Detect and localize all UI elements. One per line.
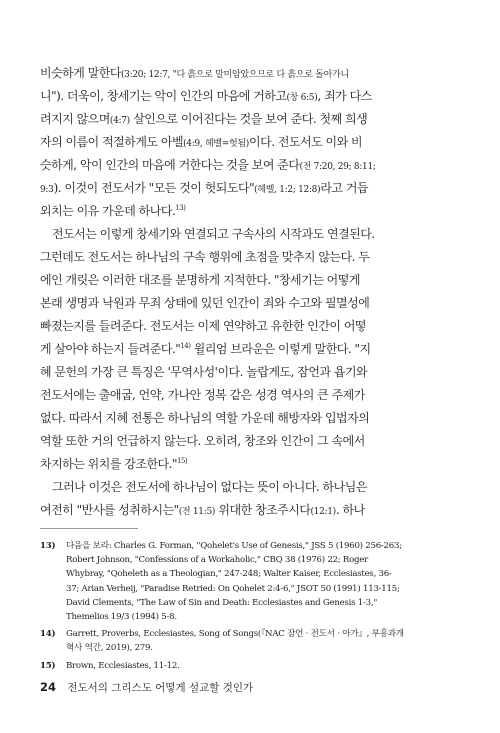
text-segment: 차지하는 위치를 강조한다." <box>40 457 177 471</box>
body-line <box>40 292 462 315</box>
text-segment: 여전히 "반사를 성취하시는" <box>40 503 179 517</box>
text-segment: 없다. 따라서 지혜 전통은 하나님의 역할 가운데 해방자와 입법자의 <box>40 411 370 425</box>
footnotes <box>40 539 464 676</box>
footnote-text <box>66 659 464 673</box>
scripture-reference: (4:7) <box>109 116 130 126</box>
text-segment: 그러나 이것은 전도서에 하나님이 없다는 뜻이 아니다. 하나님은 <box>52 480 367 494</box>
footnote-line: Themelios 19/3 (1994) 5-8. <box>66 612 177 623</box>
text-segment: 역할 또한 거의 언급하지 않는다. 오히려, 창조와 인간이 그 속에서 <box>40 434 365 448</box>
body-line <box>40 269 462 292</box>
body-line <box>40 384 462 407</box>
footnote-number: 15) <box>40 660 56 671</box>
footnote-line: 혁사 역간, 2019), 279. <box>66 643 153 654</box>
text-segment: 이다. 전도서도 이와 비 <box>249 135 363 149</box>
text-segment: 그런데도 전도서는 하나님의 구속 행위에 초점을 맞추지 않는다. 두 <box>40 250 370 264</box>
footnote-text <box>66 627 464 655</box>
body-line <box>40 361 462 384</box>
body-line <box>40 453 462 476</box>
footnote-line: David Clements, "The Law of Sin and Death: Ecclesiastes and Genesis 1-3," <box>66 597 378 608</box>
body-line <box>40 131 462 154</box>
body-line <box>40 315 462 338</box>
body-line <box>40 154 462 177</box>
text-segment: 전도서는 이렇게 창세기와 연결되고 구속사의 시작과도 연결된다. <box>52 227 375 241</box>
page-number: 24 <box>40 680 57 694</box>
footnote-line: Whybray, "Qoheleth as a Theologian," 247-248; Walter Kaiser, Ecclesiastes, 36- <box>66 569 392 580</box>
body-line <box>40 200 462 223</box>
text-segment: 게 살아야 하는지 들려준다." <box>40 342 181 356</box>
body-line <box>40 430 462 453</box>
footnote-number: 13) <box>40 541 56 551</box>
scripture-reference: (전 11:5) <box>178 507 216 517</box>
footnote-text <box>66 539 464 624</box>
scripture-reference: (헤벨, 1:2; 12:8) <box>254 185 321 195</box>
text-segment: 에인 개릿은 이러한 대조를 분명하게 지적한다. "창세기는 어떻게 <box>40 273 360 287</box>
text-segment: 비슷하게 말한다 <box>40 66 121 80</box>
text-segment: 려지지 않으며 <box>40 112 110 126</box>
footnote-line: Garrett, Proverbs, Ecclesiastes, Song of Songs(『NAC 잠언 · 전도서 · 아가』, 부흥과개 <box>66 629 404 640</box>
text-segment: 살인으로 이어진다는 것을 보여 준다. 첫째 희생 <box>129 112 368 126</box>
footnote-line: 37; Arian Verheij, "Paradise Retried: On Qohelet 2:4-6," JSOT 50 (1991) 113-115; <box>66 583 400 594</box>
scripture-reference: (3:20; 12:7, "다 흙으로 말미암았으므로 다 흙으로 돌아가니 <box>120 70 349 80</box>
text-segment: 니"). 더욱이, 창세기는 악이 인간의 마음에 거하고 <box>40 89 287 103</box>
footnote-marker: 14) <box>180 342 191 350</box>
text-segment: 전도서에는 출애굽, 언약, 가나안 정복 같은 성경 역사의 큰 주제가 <box>40 388 365 402</box>
text-segment: 슷하게, 악이 인간의 마음에 거한다는 것을 보여 준다 <box>40 158 300 172</box>
body-line <box>40 499 462 522</box>
footnote <box>40 627 464 655</box>
body-line <box>40 108 462 131</box>
footnote-line: 다음을 보라: Charles G. Forman, "Qohelet's Use of Genesis," JSS 5 (1960) 256-263; <box>66 541 402 551</box>
scripture-reference: 9:3 <box>40 185 54 195</box>
footnote <box>40 539 464 624</box>
scripture-reference: (12:1) <box>310 507 336 517</box>
text-segment: , 죄가 다스 <box>317 89 372 103</box>
body-line <box>40 246 462 269</box>
scripture-reference: (4:9, 헤벨=헛됨) <box>183 139 250 149</box>
main-text <box>40 62 462 522</box>
text-segment: 본래 생명과 낙원과 무죄 상태에 있던 인간이 죄와 수고와 필멸성에 <box>40 296 370 310</box>
body-line <box>40 476 462 499</box>
page-footer <box>40 680 253 695</box>
footnote-number: 14) <box>40 629 56 640</box>
running-title: 전도서의 그리스도 어떻게 설교할 것인가 <box>67 682 254 694</box>
footnote-marker: 15) <box>176 457 188 465</box>
body-line <box>40 62 462 85</box>
footnote-line: Brown, Ecclesiastes, 11-12. <box>66 660 180 671</box>
text-segment: 위대한 창조주시다 <box>215 503 311 517</box>
body-line <box>40 223 462 246</box>
text-segment: 빠졌는지를 들려준다. 전도서는 이제 연약하고 유한한 인간이 어떻 <box>40 319 367 333</box>
text-segment: 혜 문헌의 가장 큰 특징은 '무역사성'이다. 놀랍게도, 잠언과 욥기와 <box>40 365 368 379</box>
body-line <box>40 407 462 430</box>
text-segment: 자의 이름이 적절하게도 아벨 <box>40 135 184 149</box>
text-segment: 외치는 이유 가운데 하나다. <box>40 204 176 218</box>
text-segment: 윌리엄 브라운은 이렇게 말한다. "지 <box>190 342 371 356</box>
body-line <box>40 85 462 108</box>
body-line <box>40 338 462 361</box>
scripture-reference: (창 6:5) <box>286 93 318 103</box>
scripture-reference: (전 7:20, 29; 8:11; <box>299 162 376 172</box>
footnote <box>40 659 464 673</box>
text-segment: . 하나 <box>335 503 365 517</box>
footnote-divider <box>40 528 138 529</box>
footnote-marker: 13) <box>175 204 186 212</box>
body-line <box>40 177 462 200</box>
text-segment: ). 이것이 전도서가 "모든 것이 헛되도다" <box>53 181 255 195</box>
text-segment: 라고 거듭 <box>320 181 369 195</box>
footnote-line: Robert Johnson, "Confessions of a Workaholic," CBQ 38 (1976) 22; Roger <box>66 555 368 566</box>
